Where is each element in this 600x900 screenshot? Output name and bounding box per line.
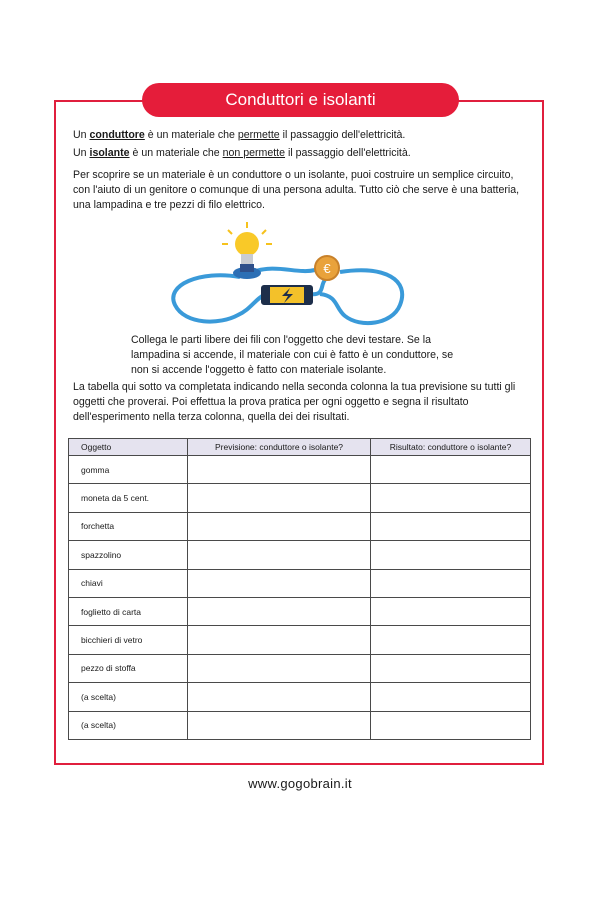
result-cell[interactable] (371, 711, 531, 739)
object-cell: bicchieri di vetro (69, 626, 188, 654)
table-row (69, 683, 531, 711)
header-object: Oggetto (69, 439, 188, 456)
header-prediction: Previsione: conduttore o isolante? (188, 439, 371, 456)
prediction-cell[interactable] (188, 711, 371, 739)
table-row (69, 456, 531, 484)
svg-text:€: € (323, 261, 331, 276)
table-row (69, 654, 531, 682)
battery-icon (262, 286, 312, 304)
footer-website[interactable]: www.gogobrain.it (248, 776, 352, 791)
prediction-cell[interactable] (188, 456, 371, 484)
table-row (69, 541, 531, 569)
table-row (69, 484, 531, 512)
term-conductor: conduttore (89, 129, 145, 141)
def-text: Un (73, 129, 90, 141)
result-cell[interactable] (371, 597, 531, 625)
insulator-definition (73, 146, 533, 161)
prediction-cell[interactable] (188, 541, 371, 569)
prediction-cell[interactable] (188, 626, 371, 654)
object-cell: foglietto di carta (69, 597, 188, 625)
def-text: Un (73, 147, 90, 159)
circuit-illustration (160, 220, 420, 335)
table-row (69, 711, 531, 739)
def-text: il passaggio dell'elettricità. (285, 147, 411, 159)
key-permits: permette (237, 129, 280, 141)
object-cell: moneta da 5 cent. (69, 484, 188, 512)
result-cell[interactable] (371, 512, 531, 540)
object-cell: pezzo di stoffa (69, 654, 188, 682)
prediction-cell[interactable] (188, 683, 371, 711)
object-cell: spazzolino (69, 541, 188, 569)
prediction-cell[interactable] (188, 569, 371, 597)
prediction-cell[interactable] (188, 512, 371, 540)
wire-left (173, 275, 266, 321)
page-title: Conduttori e isolanti (142, 83, 459, 117)
object-cell: (a scelta) (69, 683, 188, 711)
result-cell[interactable] (371, 626, 531, 654)
prediction-cell[interactable] (188, 597, 371, 625)
table-row (69, 597, 531, 625)
term-insulator: isolante (89, 147, 130, 159)
object-cell: gomma (69, 456, 188, 484)
def-text: il passaggio dell'elettricità. (279, 129, 406, 141)
header-result: Risultato: conduttore o isolante? (371, 439, 531, 456)
conductor-definition (73, 128, 533, 143)
coin-icon (315, 256, 339, 280)
key-not-permits: non permette (222, 147, 286, 159)
def-text: è un materiale che (144, 129, 238, 141)
table-row (69, 626, 531, 654)
prediction-cell[interactable] (188, 484, 371, 512)
prediction-cell[interactable] (188, 654, 371, 682)
results-table (68, 438, 531, 740)
result-cell[interactable] (371, 456, 531, 484)
circuit-caption: Collega le parti libere dei fili con l'oggetto che devi testare. Se la lampadina si accende, il materiale con cui è fatto è un conduttore, se non si accende l'oggetto è fatto con materiale isolante. (131, 334, 454, 376)
result-cell[interactable] (371, 484, 531, 512)
object-cell: (a scelta) (69, 711, 188, 739)
def-text: è un materiale che (129, 147, 223, 159)
object-cell: chiavi (69, 569, 188, 597)
result-cell[interactable] (371, 683, 531, 711)
table-header-row (69, 439, 531, 456)
table-row (69, 512, 531, 540)
object-cell: forchetta (69, 512, 188, 540)
result-cell[interactable] (371, 654, 531, 682)
table-instructions: La tabella qui sotto va completata indicando nella seconda colonna la tua previsione su tutti gli oggetti che proverai. Poi effettua la prova pratica per ogni oggetto e segna il risultato dell'esperimento nella terza colonna, quella dei dei risultati. (73, 381, 516, 423)
result-cell[interactable] (371, 569, 531, 597)
table-row (69, 569, 531, 597)
experiment-paragraph: Per scoprire se un materiale è un conduttore o un isolante, puoi costruire un semplice circuito, con l'aiuto di un genitore o comunque di una persona adulta. Tutto ciò che serve è una batteria, una lampadina e tre pezzi di filo elettrico. (73, 169, 520, 211)
result-cell[interactable] (371, 541, 531, 569)
